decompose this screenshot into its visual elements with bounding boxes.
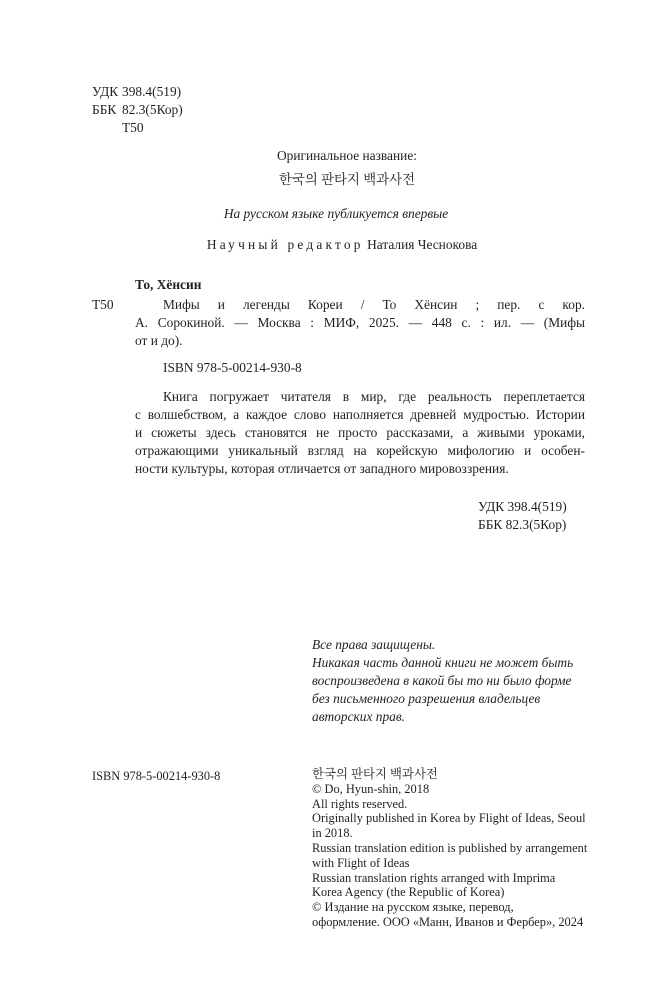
annotation-line: отражающими уникальный взгляд на корейскую мифологию и особен- <box>135 443 585 458</box>
copyright-line: Russian translation rights arranged with Imprima <box>312 870 556 885</box>
editor-name: Наталия Чеснокова <box>367 237 478 252</box>
bbk-label: ББК <box>92 102 117 117</box>
annotation-line: Книга погружает читателя в мир, где реальность переплетается <box>163 389 585 404</box>
editor-role: Научный редактор <box>206 237 364 252</box>
rights-line: авторских прав. <box>312 709 406 724</box>
bbk-right: ББК 82.3(5Кор) <box>478 517 567 532</box>
description-line: Мифы и легенды Кореи / То Хёнсин ; пер. с кор. <box>163 297 585 312</box>
annotation-line: и сюжеты здесь становятся не просто рассказами, а живыми уроками, <box>135 425 585 440</box>
copyright-line: with Flight of Ideas <box>312 855 410 870</box>
bbk-value: 82.3(5Кор) <box>122 102 183 117</box>
rights-line: воспроизведена в какой бы то ни было форме <box>312 673 572 688</box>
bbk-line <box>92 101 183 119</box>
annotation-line: с волшебством, а каждое слово наполняется древней мудростью. Истории <box>135 407 585 422</box>
udk-label: УДК <box>92 84 119 99</box>
bibliographic-description <box>135 296 585 350</box>
classification-block <box>92 83 183 137</box>
copyright-line: © Do, Hyun-shin, 2018 <box>312 781 430 796</box>
author-heading: То, Хёнсин <box>135 277 202 292</box>
isbn-line: ISBN 978-5-00214-930-8 <box>163 360 302 375</box>
author-sign: Т50 <box>122 120 144 135</box>
udk-line <box>92 83 183 101</box>
rights-notice <box>312 636 573 726</box>
copyright-line: All rights reserved. <box>312 796 408 811</box>
copyright-line: оформление. ООО «Манн, Иванов и Фербер», 2024 <box>312 914 584 929</box>
description-line: от и до). <box>135 333 183 348</box>
udk-right: УДК 398.4(519) <box>478 499 567 514</box>
copyright-line: Originally published in Korea by Flight of Ideas, Seoul <box>312 811 586 826</box>
bibliographic-sign: Т50 <box>92 297 114 312</box>
description-line: А. Сорокиной. — Москва : МИФ, 2025. — 448 с. : ил. — (Мифы <box>135 315 585 330</box>
editor-line <box>0 236 666 254</box>
copyright-line: Russian translation edition is published by arrangement <box>312 840 588 855</box>
footer-isbn: ISBN 978-5-00214-930-8 <box>92 769 221 783</box>
annotation-line: ности культуры, которая отличается от западного мировоззрения. <box>135 461 509 476</box>
rights-line: без письменного разрешения владельцев <box>312 691 541 706</box>
original-title-korean: 한국의 판타지 백과사전 <box>278 172 416 187</box>
classification-right <box>478 498 567 534</box>
copyright-line: 한국의 판타지 백과사전 <box>312 767 438 781</box>
original-title-label: Оригинальное название: <box>276 148 417 163</box>
rights-line: Все права защищены. <box>312 637 436 652</box>
copyright-line: in 2018. <box>312 826 353 841</box>
copyright-block <box>312 767 587 930</box>
rights-line: Никакая часть данной книги не может быть <box>312 655 574 670</box>
annotation <box>135 388 585 478</box>
udk-value: 398.4(519) <box>122 84 182 99</box>
original-title-block <box>0 147 666 189</box>
copyright-line: Korea Agency (the Republic of Korea) <box>312 885 505 900</box>
copyright-line: © Издание на русском языке, перевод, <box>312 900 514 915</box>
publish-note: На русском языке публикуется впервые <box>223 206 449 221</box>
